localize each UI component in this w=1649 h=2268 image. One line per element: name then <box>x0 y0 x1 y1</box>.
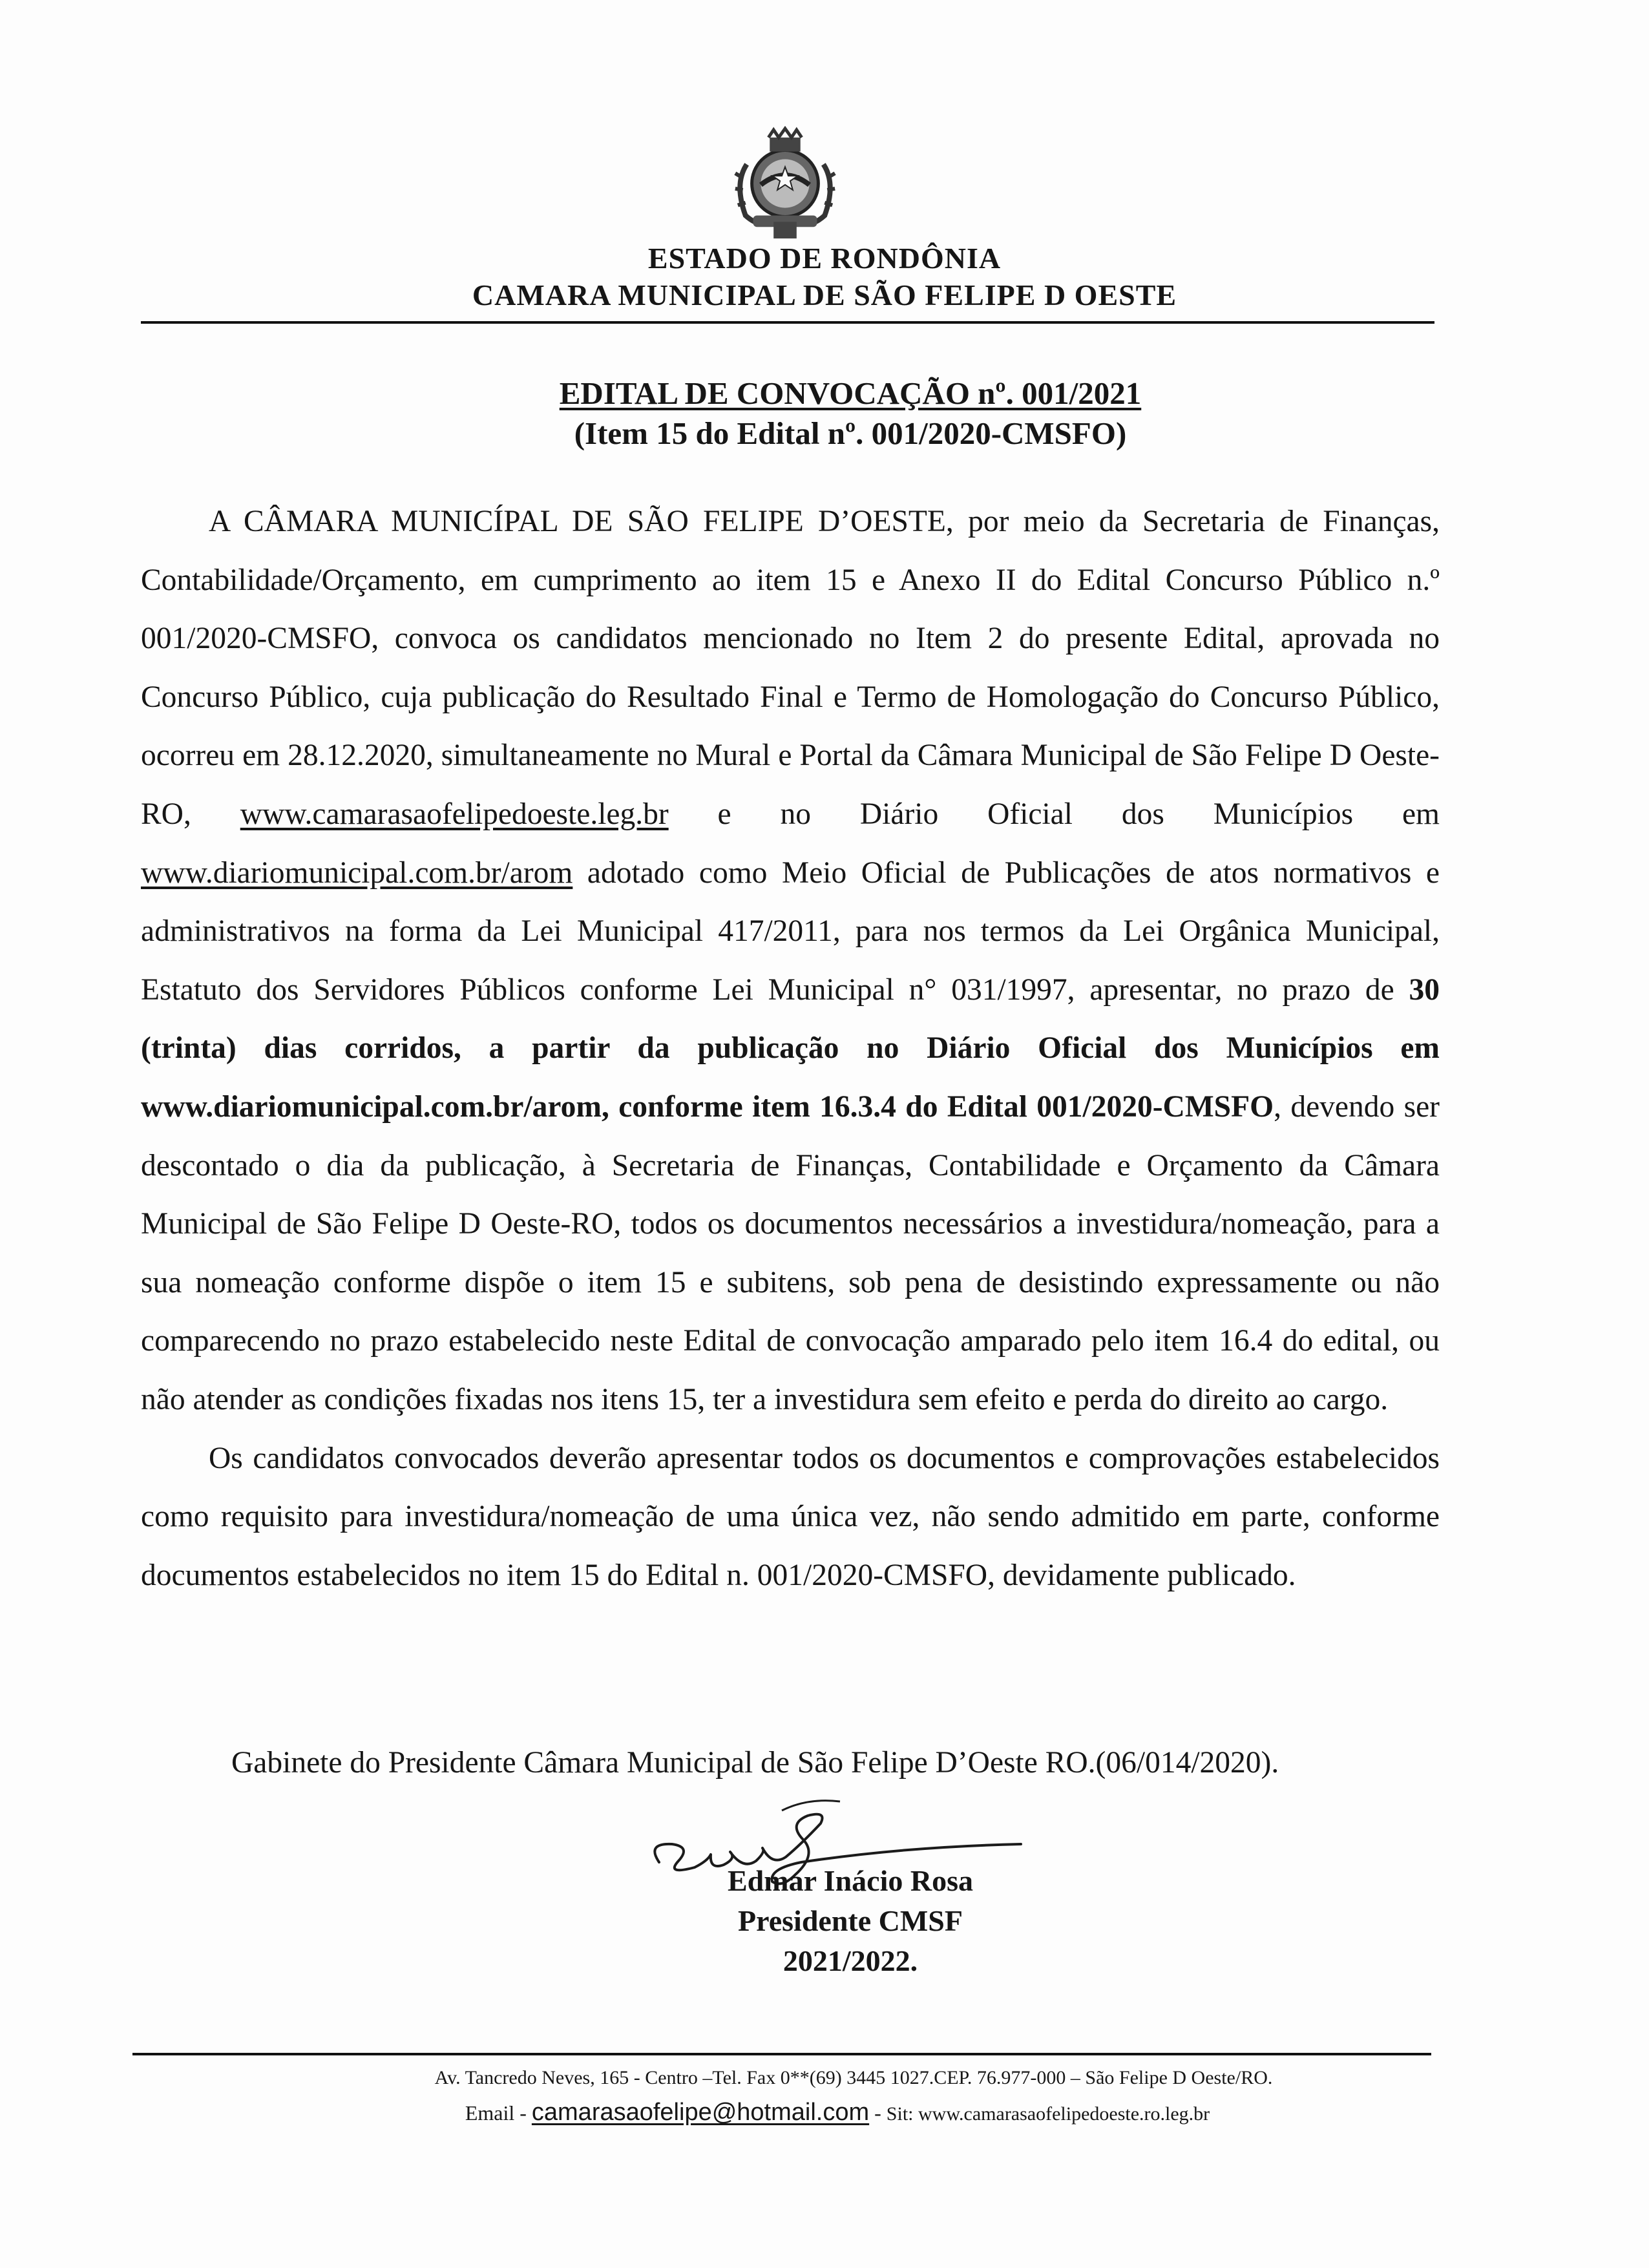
paragraph-1-part-a: A CÂMARA MUNICÍPAL DE SÃO FELIPE D’OESTE, por meio da Secretaria de Finanças, Contabilidade/Orçamento, em cumprimento ao item 15 e Anexo II do Edital Concurso Público n.º 001/2020-CMSFO, convoca os candidatos mencionado no Item 2 do presente Edital, aprovada no Concurso Público, cuja publicação do Resultado Final e Termo de Homologação do Concurso Público, ocorreu em 28.12.2020, simultaneamente no Mural e Portal da Câmara Municipal de São Felipe D Oeste-RO, <box>141 505 1440 831</box>
header-divider <box>141 321 1434 324</box>
state-coat-of-arms-icon <box>728 126 843 241</box>
email-label: Email - <box>465 2101 527 2125</box>
body-text <box>141 492 1440 1604</box>
email-link[interactable]: camarasaofelipe@hotmail.com <box>531 2099 870 2126</box>
paragraph-2: Os candidatos convocados deverão apresentar todos os documentos e comprovações estabelecidos como requisito para investidura/nomeação de uma única vez, não sendo admitido em parte, conforme documentos estabelecidos no item 15 do Edital n. 001/2020-CMSFO, devidamente publicado. <box>141 1441 1440 1592</box>
state-heading: ESTADO DE RONDÔNIA <box>647 242 1002 275</box>
signer-role: Presidente CMSF <box>738 1904 963 1937</box>
paragraph-1-part-c: adotado como Meio Oficial de Publicações de atos normativos e administrativos na forma da Lei Municipal 417/2011, para nos termos da Lei Orgânica Municipal, Estatuto dos Servidores Públicos conforme Lei Municipal n° 031/1997, apresentar, no prazo de <box>141 856 1440 1007</box>
document-subtitle: (Item 15 do Edital nº. 001/2020-CMSFO) <box>574 415 1127 451</box>
footer-contact <box>0 2098 1649 2128</box>
document-title-text: EDITAL DE CONVOCAÇÃO nº. 001/2021 <box>559 375 1142 411</box>
signer-term: 2021/2022. <box>782 1944 918 1977</box>
closing-line: Gabinete do Presidente Câmara Municipal de São Felipe D’Oeste RO.(06/014/2020). <box>231 1746 1279 1780</box>
document-title <box>0 375 1649 412</box>
paragraph-1-part-b: e no Diário Oficial dos Municípios em <box>668 797 1440 831</box>
diario-link[interactable]: www.diariomunicipal.com.br/arom <box>141 856 573 890</box>
signature-block <box>0 1861 1649 1981</box>
deadline-clause: 30 (trinta) dias corridos, a partir da publicação no Diário Oficial dos Municípios em www.diariomunicipal.com.br/arom, conforme item 16.3.4 do Edital 001/2020-CMSFO <box>141 972 1440 1124</box>
paragraph-1-part-d: , devendo ser descontado o dia da publicação, à Secretaria de Finanças, Contabilidade e Orçamento da Câmara Municipal de São Felipe D Oeste-RO, todos os documentos necessários a investidura/nomeação, para a sua nomeação conforme dispõe o item 15 e subitens, sob pena de desistindo expressamente ou não comparecendo no prazo estabelecido neste Edital de convocação amparado pelo item 16.4 do edital, ou não atender as condições fixadas nos itens 15, ter a investidura sem efeito e perda do direito ao cargo. <box>141 1089 1440 1416</box>
signer-name: Edmar Inácio Rosa <box>728 1864 973 1897</box>
footer-separator: - <box>874 2101 881 2125</box>
site-text: Sit: www.camarasaofelipedoeste.ro.leg.br <box>886 2103 1210 2125</box>
paragraph-1 <box>141 492 1440 1429</box>
portal-link[interactable]: www.camarasaofelipedoeste.leg.br <box>240 797 669 831</box>
chamber-heading: CAMARA MUNICIPAL DE SÃO FELIPE D OESTE <box>472 278 1177 311</box>
footer-divider <box>132 2053 1431 2055</box>
footer-address: Av. Tancredo Neves, 165 - Centro –Tel. Fax 0**(69) 3445 1027.CEP. 76.977-000 – São Felipe D Oeste/RO. <box>434 2067 1273 2088</box>
